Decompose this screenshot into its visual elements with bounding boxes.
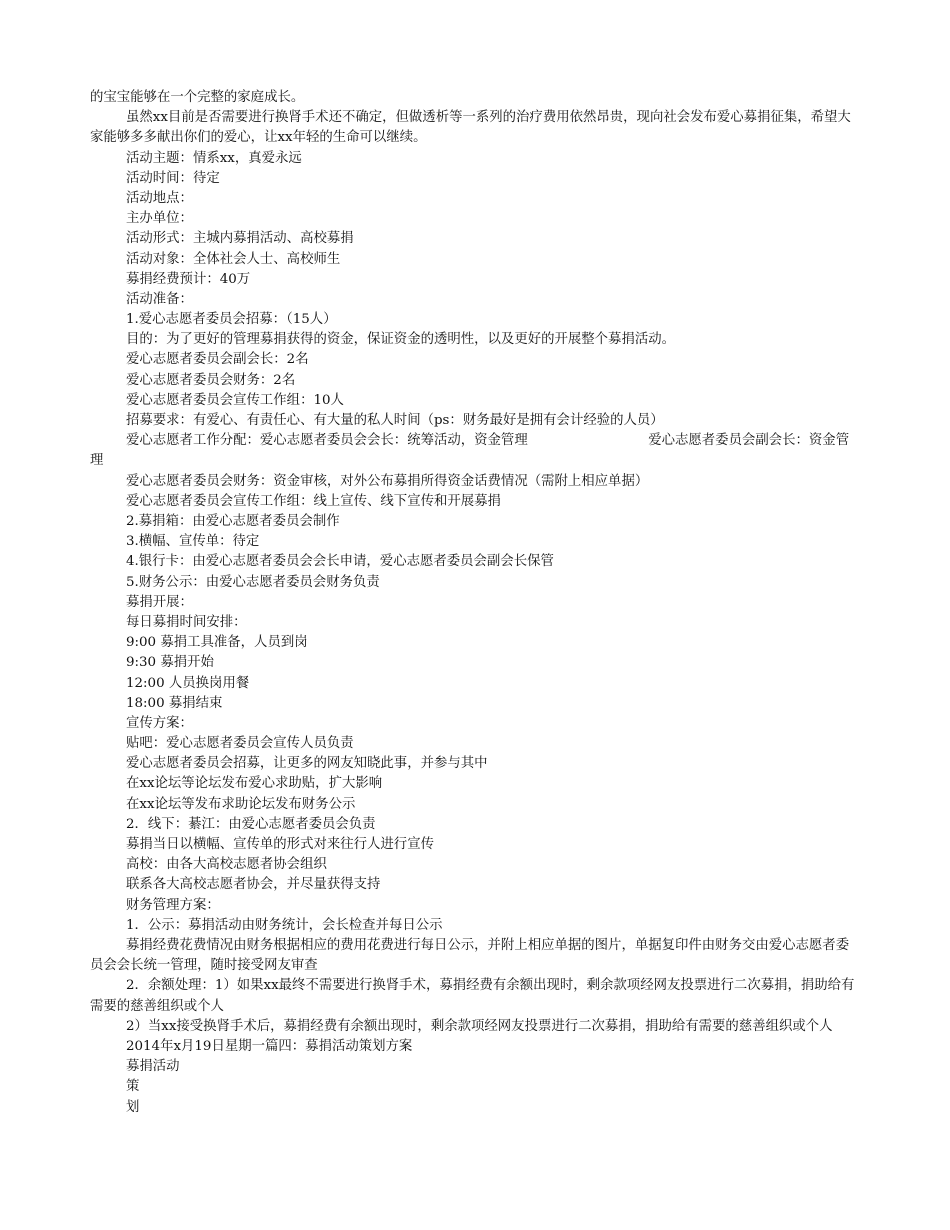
text-line: 募捐活动 [126, 1059, 180, 1075]
text-line: 爱心志愿者委员会招募，让更多的网友知晓此事，并参与其中 [126, 756, 488, 772]
text-line: 爱心志愿者委员会宣传工作组：10人 [126, 392, 344, 408]
text-line: 划 [126, 1099, 140, 1115]
text-line: 的宝宝能够在一个完整的家庭成长。 [90, 90, 305, 105]
text-line: 联系各大高校志愿者协会，并尽量获得支持 [126, 877, 381, 893]
text-line: 募捐经费预计：40万 [126, 271, 251, 287]
text-line: 3.横幅、宣传单：待定 [126, 534, 260, 550]
text-line: 爱心志愿者委员会财务：资金审核，对外公布募捐所得资金话费情况（需附上相应单据） [126, 473, 649, 489]
text-line: 在xx论坛等论坛发布爱心求助贴，扩大影响 [126, 776, 383, 792]
text-line: 财务管理方案： [126, 897, 220, 913]
document-body [90, 88, 862, 1118]
text-line: 在xx论坛等发布求助论坛发布财务公示 [126, 796, 356, 812]
text-line: 活动时间：待定 [126, 170, 220, 186]
text-line: 活动主题：情系xx，真爱永远 [126, 150, 302, 166]
text-line: 12:00 人员换岗用餐 [126, 675, 250, 691]
text-line: 2）当xx接受换肾手术后，募捐经费有余额出现时，剩余款项经网友投票进行二次募捐，捐助给有需要的慈善组织或个人 [126, 1018, 833, 1034]
text-line: 2014年x月19日星期一篇四：募捐活动策划方案 [126, 1038, 413, 1054]
text-line: 高校：由各大高校志愿者协会组织 [126, 857, 327, 873]
text-line: 虽然xx目前是否需要进行换肾手术还不确定，但做透析等一系列的治疗费用依然昂贵，现向社会发布爱心募捐征集，希望大家能够多多献出你们的爱心，让xx年轻的生命可以继续。 [90, 110, 851, 146]
text-line: 5.财务公示：由爱心志愿者委员会财务负责 [126, 574, 380, 590]
text-line: 爱心志愿者委员会宣传工作组：线上宣传、线下宣传和开展募捐 [126, 493, 501, 509]
text-line: 募捐当日以横幅、宣传单的形式对来往行人进行宣传 [126, 837, 434, 852]
text-line: 宣传方案： [126, 715, 193, 731]
text-line: 4.银行卡：由爱心志愿者委员会会长申请，爱心志愿者委员会副会长保管 [126, 554, 554, 570]
text-line: 2.募捐箱：由爱心志愿者委员会制作 [126, 514, 340, 529]
text-line: 2．余额处理：1）如果xx最终不需要进行换肾手术，募捐经费有余额出现时，剩余款项经网友投票进行二次募捐，捐助给有需要的慈善组织或个人 [90, 978, 855, 1014]
text-line: 1.爱心志愿者委员会招募：（15人） [126, 312, 337, 328]
text-line: 募捐经费花费情况由财务根据相应的费用花费进行每日公示，并附上相应单据的图片，单据复印件由财务交由爱心志愿者委员会会长统一管理，随时接受网友审查 [90, 937, 850, 974]
text-line: 招募要求：有爱心、有责任心、有大量的私人时间（ps：财务最好是拥有会计经验的人员） [126, 413, 664, 429]
text-line: 18:00 募捐结束 [126, 695, 223, 711]
text-line: 主办单位： [126, 211, 193, 227]
text-line: 活动形式：主城内募捐活动、高校募捐 [126, 231, 354, 247]
text-line: 爱心志愿者委员会副会长：2名 [126, 352, 309, 368]
text-line: 9:30 募捐开始 [126, 655, 214, 671]
text-line: 策 [126, 1079, 140, 1095]
text-line: 爱心志愿者工作分配：爱心志愿者委员会会长：统筹活动，资金管理 爱心志愿者委员会副会长：资金管理 [90, 433, 850, 469]
text-line: 每日募捐时间安排： [126, 614, 247, 630]
text-line: 1．公示：募捐活动由财务统计，会长检查并每日公示 [126, 917, 443, 933]
text-line: 2．线下：綦江：由爱心志愿者委员会负责 [126, 816, 376, 832]
text-line: 9:00 募捐工具准备，人员到岗 [126, 635, 308, 651]
text-line: 贴吧：爱心志愿者委员会宣传人员负责 [126, 736, 354, 752]
text-line: 爱心志愿者委员会财务：2名 [126, 372, 296, 388]
text-line: 活动对象：全体社会人士、高校师生 [126, 251, 341, 267]
text-line: 活动地点： [126, 190, 193, 206]
text-line: 募捐开展： [126, 594, 193, 610]
text-line: 活动准备： [126, 291, 193, 307]
text-line: 目的：为了更好的管理募捐获得的资金，保证资金的透明性，以及更好的开展整个募捐活动。 [126, 332, 676, 348]
